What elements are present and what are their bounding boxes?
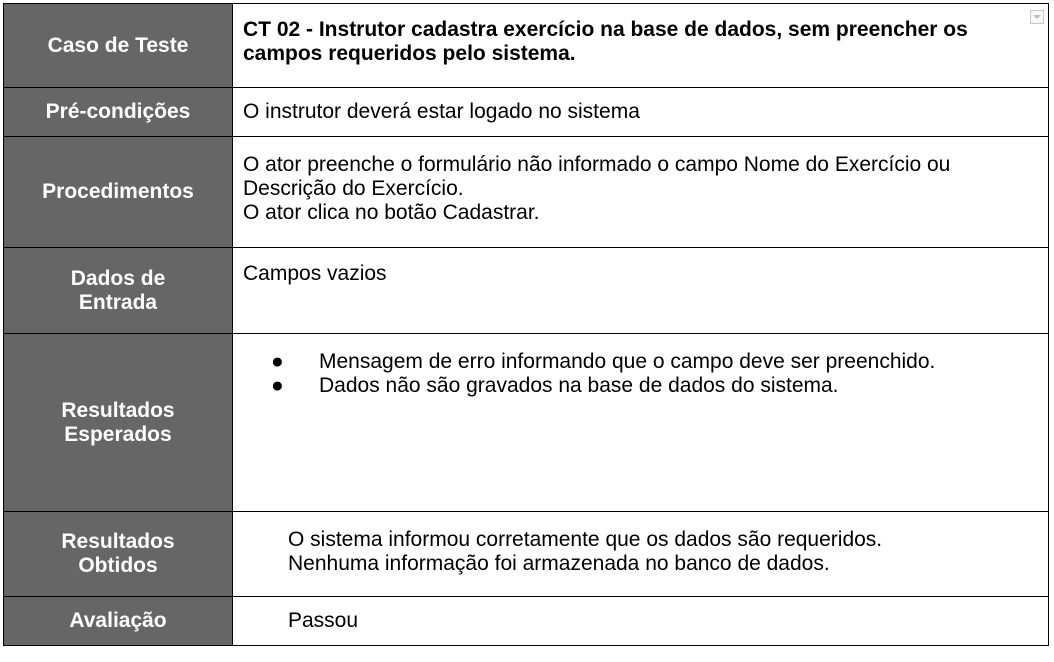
- cell-dados-de-entrada: [233, 248, 1049, 334]
- row-dados-de-entrada: [4, 248, 1049, 334]
- pre-condicoes-text: O instrutor deverá estar logado no sistema: [243, 100, 640, 123]
- avaliacao-text: Passou: [288, 609, 359, 632]
- label-pre-condicoes: Pré-condições: [4, 88, 233, 137]
- chevron-down-icon[interactable]: [1030, 10, 1044, 24]
- bullet-icon: ●: [271, 374, 284, 397]
- resultados-obtidos-line: O sistema informou corretamente que os dados são requeridos.: [288, 528, 883, 551]
- label-resultados-esperados: Resultados Esperados: [4, 334, 233, 512]
- row-resultados-esperados: [4, 334, 1049, 512]
- bullet-icon: ●: [271, 350, 284, 373]
- procedimentos-line: O ator clica no botão Cadastrar.: [243, 201, 540, 224]
- test-case-title: CT 02 - Instrutor cadastra exercício na base de dados, sem preencher os campos requeridos pelo sistema.: [243, 18, 968, 65]
- cell-pre-condicoes: [233, 88, 1049, 137]
- resultados-obtidos-line: Nenhuma informação foi armazenada no banco de dados.: [288, 552, 830, 575]
- cell-resultados-obtidos: [233, 512, 1049, 597]
- test-case-table: [3, 3, 1049, 646]
- row-resultados-obtidos: [4, 512, 1049, 597]
- cell-avaliacao: [233, 597, 1049, 646]
- list-item: ● Mensagem de erro informando que o campo deve ser preenchido.: [271, 350, 936, 373]
- label-avaliacao: Avaliação: [4, 597, 233, 646]
- resultados-esperados-list: [233, 334, 1048, 398]
- procedimentos-line: O ator preenche o formulário não informado o campo Nome do Exercício ou Descrição do Exercício.: [243, 153, 951, 200]
- row-avaliacao: [4, 597, 1049, 646]
- cell-caso-de-teste: [233, 4, 1049, 88]
- label-dados-de-entrada: Dados de Entrada: [4, 248, 233, 334]
- label-procedimentos: Procedimentos: [4, 137, 233, 248]
- row-caso-de-teste: [4, 4, 1049, 88]
- row-procedimentos: [4, 137, 1049, 248]
- dados-de-entrada-text: Campos vazios: [243, 262, 387, 285]
- row-pre-condicoes: [4, 88, 1049, 137]
- cell-procedimentos: [233, 137, 1049, 248]
- cell-resultados-esperados: [233, 334, 1049, 512]
- label-caso-de-teste: Caso de Teste: [4, 4, 233, 88]
- label-resultados-obtidos: Resultados Obtidos: [4, 512, 233, 597]
- list-item: ● Dados não são gravados na base de dados do sistema.: [271, 374, 839, 397]
